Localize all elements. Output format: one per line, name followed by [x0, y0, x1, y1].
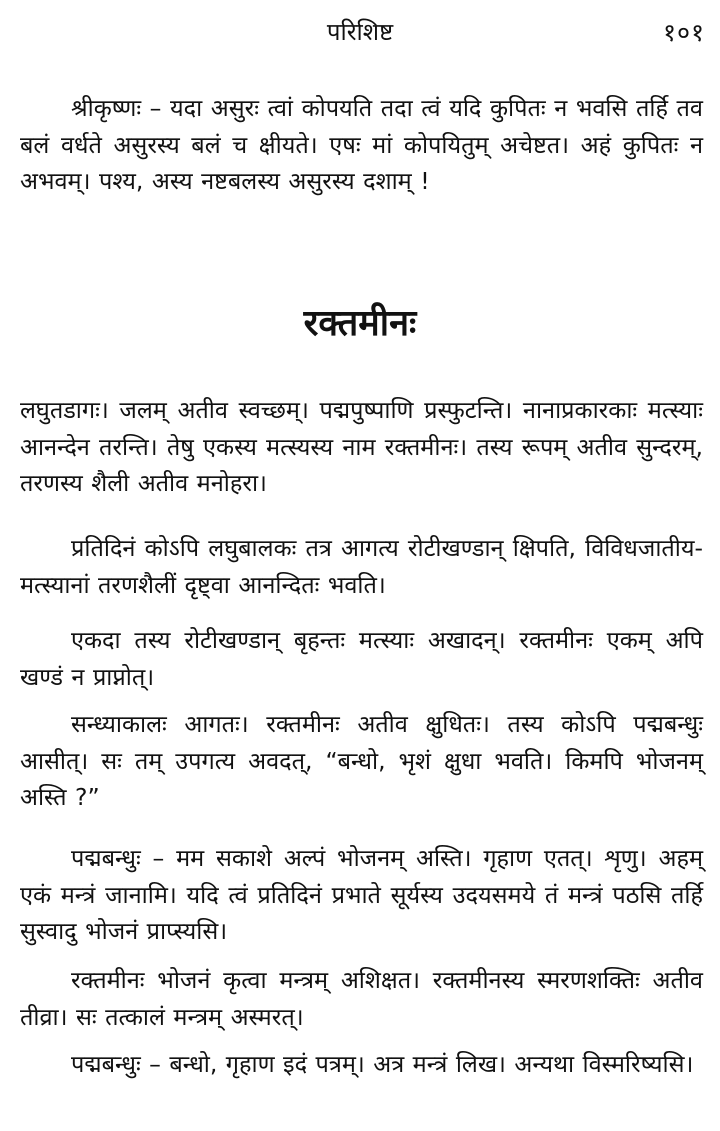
story-paragraph-6: रक्तमीनः भोजनं कृत्वा मन्त्रम् अशिक्षत। रक्तमीनस्य स्मरणशक्तिः अतीव तीव्रा। सः तत्कालं मन्त्रम् अस्मरत्।: [20, 966, 703, 1031]
story-paragraph-4: सन्ध्याकालः आगतः। रक्तमीनः अतीव क्षुधितः। तस्य कोऽपि पद्मबन्धुः आसीत्। सः तम् उपगत्य अवदत्, “बन्धो, भृशं क्षुधा भवति। किमपि भोजनम् अस्ति ?”: [20, 710, 703, 811]
running-title: परिशिष्ट: [326, 18, 394, 46]
story-paragraph-3: एकदा तस्य रोटीखण्डान् बृहन्तः मत्स्याः अखादन्। रक्तमीनः एकम् अपि खण्डं न प्राप्नोत्।: [20, 626, 703, 691]
intro-paragraph: श्रीकृष्णः – यदा असुरः त्वां कोपयति तदा त्वं यदि कुपितः न भवसि तर्हि तव बलं वर्धते असुरस्य बलं च क्षीयते। एषः मां कोपयितुम् अचेष्टत। अहं कुपितः न अभवम्। पश्य, अस्य नष्टबलस्य असुरस्य दशाम् !: [20, 94, 703, 195]
story-title: रक्तमीनः: [303, 303, 417, 344]
story-paragraph-2: प्रतिदिनं कोऽपि लघुबालकः तत्र आगत्य रोटीखण्डान् क्षिपति, विविधजातीय-मत्स्यानां तरणशैलीं दृष्ट्वा आनन्दितः भवति।: [20, 534, 703, 599]
page-number: १०१: [662, 18, 705, 47]
story-paragraph-1: लघुतडागः। जलम् अतीव स्वच्छम्। पद्मपुष्पाणि प्रस्फुटन्ति। नानाप्रकारकाः मत्स्याः आनन्देन तरन्ति। तेषु एकस्य मत्स्यस्य नाम रक्तमीनः। तस्य रूपम् अतीव सुन्दरम्, तरणस्य शैली अतीव मनोहरा।: [20, 396, 703, 497]
story-paragraph-7: पद्मबन्धुः – बन्धो, गृहाण इदं पत्रम्। अत्र मन्त्रं लिख। अन्यथा विस्मरिष्यसि।: [71, 1050, 694, 1078]
story-paragraph-5: पद्मबन्धुः – मम सकाशे अल्पं भोजनम् अस्ति। गृहाण एतत्। शृणु। अहम् एकं मन्त्रं जानामि। यदि त्वं प्रतिदिनं प्रभाते सूर्यस्य उदयसमये तं मन्त्रं पठसि तर्हि सुस्वादु भोजनं प्राप्स्यसि।: [20, 844, 703, 945]
